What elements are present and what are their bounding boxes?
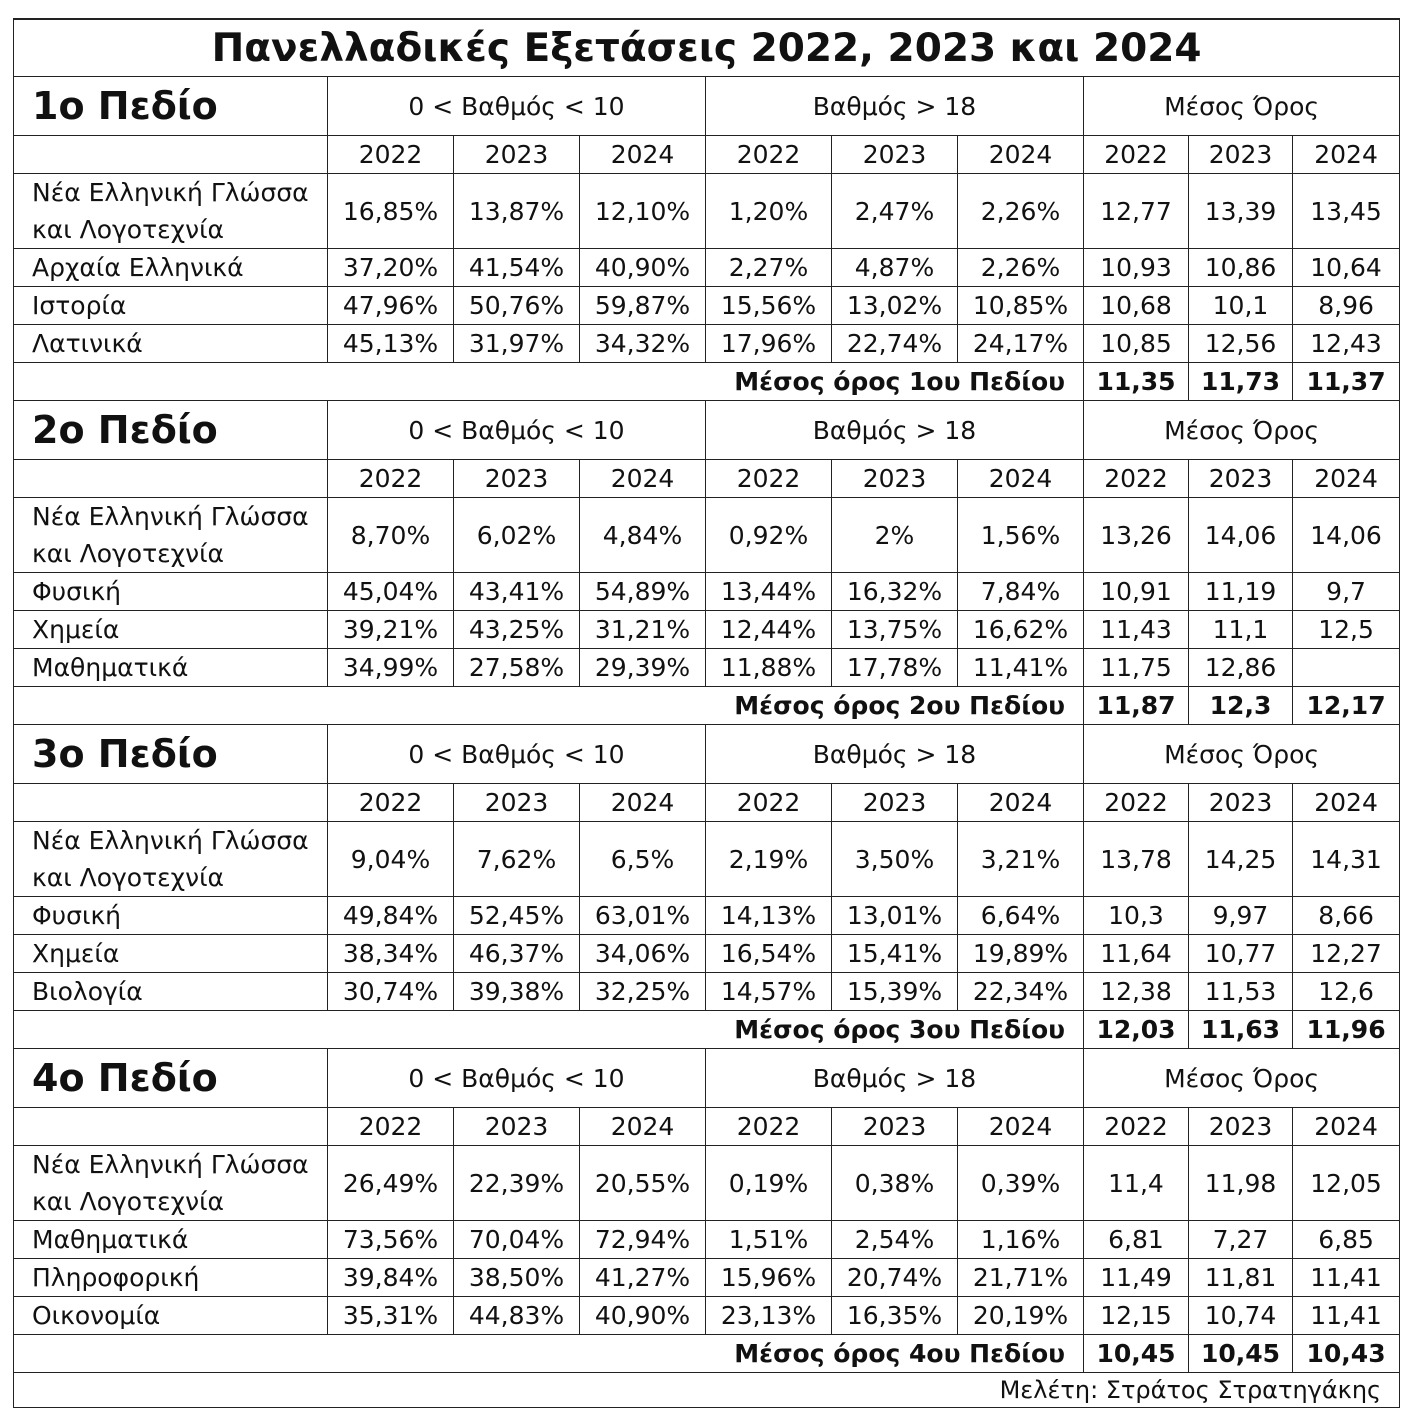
- above18-value-cell: 1,16%: [958, 1221, 1084, 1259]
- field-average-value: 12,3: [1189, 687, 1293, 725]
- field-average-row: [14, 1335, 1400, 1373]
- field-title: 2ο Πεδίο: [14, 401, 328, 460]
- mean-value-cell: 12,86: [1189, 649, 1293, 687]
- year-header-cell: 2024: [958, 1108, 1084, 1146]
- mean-value-cell: 12,5: [1293, 611, 1400, 649]
- below10-value-cell: 41,54%: [454, 249, 580, 287]
- subject-cell: Φυσική: [14, 897, 328, 935]
- below10-value-cell: 20,55%: [580, 1146, 706, 1221]
- footer-row: [14, 1373, 1400, 1408]
- mean-value-cell: 11,1: [1189, 611, 1293, 649]
- mean-value-cell: 14,31: [1293, 822, 1400, 897]
- below10-value-cell: 54,89%: [580, 573, 706, 611]
- year-header-cell: 2023: [832, 1108, 958, 1146]
- year-header-cell: 2022: [328, 1108, 454, 1146]
- field-average-value: 10,45: [1084, 1335, 1189, 1373]
- year-header-cell: 2022: [1084, 136, 1189, 174]
- below10-value-cell: 50,76%: [454, 287, 580, 325]
- year-blank-cell: [14, 784, 328, 822]
- table-row: [14, 973, 1400, 1011]
- field-average-label: Μέσος όρος 3ου Πεδίου: [14, 1011, 1084, 1049]
- below10-value-cell: 63,01%: [580, 897, 706, 935]
- below10-value-cell: 31,21%: [580, 611, 706, 649]
- field-average-label: Μέσος όρος 4ου Πεδίου: [14, 1335, 1084, 1373]
- subject-cell: Νέα Ελληνική Γλώσσα και Λογοτεχνία: [14, 822, 328, 897]
- mean-value-cell: 13,39: [1189, 174, 1293, 249]
- year-header-cell: 2022: [706, 136, 832, 174]
- above18-value-cell: 2,26%: [958, 249, 1084, 287]
- above18-value-cell: 20,74%: [832, 1259, 958, 1297]
- year-header-cell: 2022: [706, 784, 832, 822]
- below10-value-cell: 43,41%: [454, 573, 580, 611]
- above18-value-cell: 13,02%: [832, 287, 958, 325]
- subject-cell: Πληροφορική: [14, 1259, 328, 1297]
- above18-value-cell: 22,74%: [832, 325, 958, 363]
- year-header-cell: 2023: [454, 784, 580, 822]
- above18-value-cell: 2,27%: [706, 249, 832, 287]
- below10-value-cell: 6,02%: [454, 498, 580, 573]
- above18-value-cell: 3,21%: [958, 822, 1084, 897]
- mean-value-cell: 13,45: [1293, 174, 1400, 249]
- above18-value-cell: 0,38%: [832, 1146, 958, 1221]
- below10-value-cell: 45,04%: [328, 573, 454, 611]
- year-header-cell: 2024: [1293, 1108, 1400, 1146]
- year-header-cell: 2024: [958, 784, 1084, 822]
- author-credit: Μελέτη: Στράτος Στρατηγάκης: [14, 1373, 1400, 1408]
- mean-value-cell: 10,77: [1189, 935, 1293, 973]
- above18-value-cell: 0,39%: [958, 1146, 1084, 1221]
- results-table: [13, 18, 1400, 1408]
- above18-value-cell: 2,19%: [706, 822, 832, 897]
- year-header-cell: 2022: [1084, 460, 1189, 498]
- group-header-mean: Μέσος Όρος: [1084, 725, 1400, 784]
- subject-cell: Μαθηματικά: [14, 649, 328, 687]
- year-header-cell: 2022: [706, 1108, 832, 1146]
- mean-value-cell: 9,7: [1293, 573, 1400, 611]
- year-header-cell: 2024: [580, 784, 706, 822]
- below10-value-cell: 12,10%: [580, 174, 706, 249]
- above18-value-cell: 0,92%: [706, 498, 832, 573]
- year-header-cell: 2024: [1293, 460, 1400, 498]
- above18-value-cell: 2,26%: [958, 174, 1084, 249]
- above18-value-cell: 2%: [832, 498, 958, 573]
- above18-value-cell: 21,71%: [958, 1259, 1084, 1297]
- below10-value-cell: 59,87%: [580, 287, 706, 325]
- above18-value-cell: 11,41%: [958, 649, 1084, 687]
- subject-cell: Χημεία: [14, 611, 328, 649]
- field-average-value: 11,96: [1293, 1011, 1400, 1049]
- mean-value-cell: 10,91: [1084, 573, 1189, 611]
- field-average-value: 11,87: [1084, 687, 1189, 725]
- mean-value-cell: 11,43: [1084, 611, 1189, 649]
- table-row: [14, 1259, 1400, 1297]
- year-header-cell: 2023: [454, 1108, 580, 1146]
- year-header-cell: 2022: [328, 136, 454, 174]
- year-header-cell: 2022: [1084, 784, 1189, 822]
- field-average-value: 12,17: [1293, 687, 1400, 725]
- above18-value-cell: 12,44%: [706, 611, 832, 649]
- above18-value-cell: 7,84%: [958, 573, 1084, 611]
- subject-cell: Νέα Ελληνική Γλώσσα και Λογοτεχνία: [14, 1146, 328, 1221]
- below10-value-cell: 35,31%: [328, 1297, 454, 1335]
- mean-value-cell: 11,49: [1084, 1259, 1189, 1297]
- below10-value-cell: 7,62%: [454, 822, 580, 897]
- group-header-mean: Μέσος Όρος: [1084, 77, 1400, 136]
- table-row: [14, 1221, 1400, 1259]
- year-header-cell: 2023: [1189, 460, 1293, 498]
- mean-value-cell: 10,93: [1084, 249, 1189, 287]
- mean-value-cell: 12,77: [1084, 174, 1189, 249]
- below10-value-cell: 32,25%: [580, 973, 706, 1011]
- mean-value-cell: 13,26: [1084, 498, 1189, 573]
- below10-value-cell: 34,06%: [580, 935, 706, 973]
- table-row: [14, 611, 1400, 649]
- subject-cell: Μαθηματικά: [14, 1221, 328, 1259]
- subject-cell: Βιολογία: [14, 973, 328, 1011]
- mean-value-cell: 14,06: [1293, 498, 1400, 573]
- mean-value-cell: 11,41: [1293, 1297, 1400, 1335]
- above18-value-cell: 16,62%: [958, 611, 1084, 649]
- above18-value-cell: 13,44%: [706, 573, 832, 611]
- mean-value-cell: 11,4: [1084, 1146, 1189, 1221]
- years-row: [14, 784, 1400, 822]
- below10-value-cell: 40,90%: [580, 1297, 706, 1335]
- mean-value-cell: 11,75: [1084, 649, 1189, 687]
- field-average-row: [14, 1011, 1400, 1049]
- years-row: [14, 460, 1400, 498]
- above18-value-cell: 13,75%: [832, 611, 958, 649]
- above18-value-cell: 22,34%: [958, 973, 1084, 1011]
- year-header-cell: 2024: [1293, 136, 1400, 174]
- group-header-above-18: Βαθμός > 18: [706, 725, 1084, 784]
- year-blank-cell: [14, 460, 328, 498]
- below10-value-cell: 9,04%: [328, 822, 454, 897]
- field-title: 3ο Πεδίο: [14, 725, 328, 784]
- year-header-cell: 2022: [328, 784, 454, 822]
- below10-value-cell: 8,70%: [328, 498, 454, 573]
- mean-value-cell: 10,86: [1189, 249, 1293, 287]
- year-header-cell: 2022: [706, 460, 832, 498]
- mean-value-cell: 12,05: [1293, 1146, 1400, 1221]
- table-row: [14, 325, 1400, 363]
- above18-value-cell: 1,51%: [706, 1221, 832, 1259]
- table-row: [14, 573, 1400, 611]
- below10-value-cell: 49,84%: [328, 897, 454, 935]
- year-header-cell: 2023: [454, 460, 580, 498]
- above18-value-cell: 17,78%: [832, 649, 958, 687]
- below10-value-cell: 44,83%: [454, 1297, 580, 1335]
- below10-value-cell: 39,84%: [328, 1259, 454, 1297]
- mean-value-cell: 12,38: [1084, 973, 1189, 1011]
- year-header-cell: 2022: [1084, 1108, 1189, 1146]
- subject-cell: Χημεία: [14, 935, 328, 973]
- above18-value-cell: 1,20%: [706, 174, 832, 249]
- subject-cell: Νέα Ελληνική Γλώσσα και Λογοτεχνία: [14, 498, 328, 573]
- mean-value-cell: 10,64: [1293, 249, 1400, 287]
- below10-value-cell: 73,56%: [328, 1221, 454, 1259]
- mean-value-cell: 11,98: [1189, 1146, 1293, 1221]
- above18-value-cell: 15,56%: [706, 287, 832, 325]
- subject-cell: Λατινικά: [14, 325, 328, 363]
- field-average-value: 11,63: [1189, 1011, 1293, 1049]
- year-header-cell: 2023: [832, 784, 958, 822]
- below10-value-cell: 26,49%: [328, 1146, 454, 1221]
- mean-value-cell: [1293, 649, 1400, 687]
- below10-value-cell: 4,84%: [580, 498, 706, 573]
- above18-value-cell: 23,13%: [706, 1297, 832, 1335]
- below10-value-cell: 41,27%: [580, 1259, 706, 1297]
- mean-value-cell: 10,3: [1084, 897, 1189, 935]
- above18-value-cell: 1,56%: [958, 498, 1084, 573]
- above18-value-cell: 15,39%: [832, 973, 958, 1011]
- year-header-cell: 2024: [580, 1108, 706, 1146]
- field-average-value: 10,43: [1293, 1335, 1400, 1373]
- below10-value-cell: 38,50%: [454, 1259, 580, 1297]
- subject-cell: Αρχαία Ελληνικά: [14, 249, 328, 287]
- below10-value-cell: 39,21%: [328, 611, 454, 649]
- group-header-mean: Μέσος Όρος: [1084, 1049, 1400, 1108]
- below10-value-cell: 16,85%: [328, 174, 454, 249]
- year-header-cell: 2024: [958, 460, 1084, 498]
- below10-value-cell: 70,04%: [454, 1221, 580, 1259]
- table-row: [14, 249, 1400, 287]
- field-header-row: [14, 77, 1400, 136]
- below10-value-cell: 29,39%: [580, 649, 706, 687]
- field-average-value: 11,73: [1189, 363, 1293, 401]
- mean-value-cell: 12,56: [1189, 325, 1293, 363]
- field-average-label: Μέσος όρος 1ου Πεδίου: [14, 363, 1084, 401]
- year-header-cell: 2024: [580, 136, 706, 174]
- mean-value-cell: 7,27: [1189, 1221, 1293, 1259]
- mean-value-cell: 6,81: [1084, 1221, 1189, 1259]
- group-header-mean: Μέσος Όρος: [1084, 401, 1400, 460]
- years-row: [14, 1108, 1400, 1146]
- above18-value-cell: 19,89%: [958, 935, 1084, 973]
- mean-value-cell: 10,68: [1084, 287, 1189, 325]
- mean-value-cell: 11,64: [1084, 935, 1189, 973]
- year-header-cell: 2023: [1189, 784, 1293, 822]
- mean-value-cell: 10,85: [1084, 325, 1189, 363]
- group-header-above-18: Βαθμός > 18: [706, 1049, 1084, 1108]
- year-header-cell: 2022: [328, 460, 454, 498]
- below10-value-cell: 13,87%: [454, 174, 580, 249]
- year-header-cell: 2024: [580, 460, 706, 498]
- years-row: [14, 136, 1400, 174]
- field-average-value: 11,37: [1293, 363, 1400, 401]
- mean-value-cell: 12,6: [1293, 973, 1400, 1011]
- above18-value-cell: 16,35%: [832, 1297, 958, 1335]
- mean-value-cell: 14,06: [1189, 498, 1293, 573]
- year-header-cell: 2023: [832, 460, 958, 498]
- mean-value-cell: 11,81: [1189, 1259, 1293, 1297]
- above18-value-cell: 13,01%: [832, 897, 958, 935]
- below10-value-cell: 30,74%: [328, 973, 454, 1011]
- table-row: [14, 1146, 1400, 1221]
- mean-value-cell: 12,15: [1084, 1297, 1189, 1335]
- below10-value-cell: 40,90%: [580, 249, 706, 287]
- mean-value-cell: 12,43: [1293, 325, 1400, 363]
- field-average-label: Μέσος όρος 2ου Πεδίου: [14, 687, 1084, 725]
- below10-value-cell: 38,34%: [328, 935, 454, 973]
- mean-value-cell: 8,96: [1293, 287, 1400, 325]
- mean-value-cell: 10,74: [1189, 1297, 1293, 1335]
- above18-value-cell: 2,47%: [832, 174, 958, 249]
- mean-value-cell: 12,27: [1293, 935, 1400, 973]
- year-header-cell: 2024: [1293, 784, 1400, 822]
- mean-value-cell: 6,85: [1293, 1221, 1400, 1259]
- above18-value-cell: 4,87%: [832, 249, 958, 287]
- above18-value-cell: 16,54%: [706, 935, 832, 973]
- below10-value-cell: 72,94%: [580, 1221, 706, 1259]
- mean-value-cell: 11,41: [1293, 1259, 1400, 1297]
- above18-value-cell: 14,57%: [706, 973, 832, 1011]
- below10-value-cell: 37,20%: [328, 249, 454, 287]
- above18-value-cell: 14,13%: [706, 897, 832, 935]
- mean-value-cell: 9,97: [1189, 897, 1293, 935]
- field-average-row: [14, 363, 1400, 401]
- below10-value-cell: 46,37%: [454, 935, 580, 973]
- group-header-below-10: 0 < Βαθμός < 10: [328, 1049, 706, 1108]
- table-row: [14, 498, 1400, 573]
- field-header-row: [14, 725, 1400, 784]
- page-title: Πανελλαδικές Εξετάσεις 2022, 2023 και 2024: [14, 19, 1400, 77]
- field-title: 1ο Πεδίο: [14, 77, 328, 136]
- subject-cell: Οικονομία: [14, 1297, 328, 1335]
- below10-value-cell: 6,5%: [580, 822, 706, 897]
- below10-value-cell: 31,97%: [454, 325, 580, 363]
- table-row: [14, 174, 1400, 249]
- above18-value-cell: 17,96%: [706, 325, 832, 363]
- field-header-row: [14, 401, 1400, 460]
- mean-value-cell: 11,19: [1189, 573, 1293, 611]
- above18-value-cell: 0,19%: [706, 1146, 832, 1221]
- year-header-cell: 2024: [958, 136, 1084, 174]
- year-header-cell: 2023: [454, 136, 580, 174]
- field-title: 4ο Πεδίο: [14, 1049, 328, 1108]
- table-row: [14, 935, 1400, 973]
- below10-value-cell: 39,38%: [454, 973, 580, 1011]
- mean-value-cell: 14,25: [1189, 822, 1293, 897]
- field-average-value: 12,03: [1084, 1011, 1189, 1049]
- year-header-cell: 2023: [1189, 136, 1293, 174]
- field-average-value: 10,45: [1189, 1335, 1293, 1373]
- above18-value-cell: 10,85%: [958, 287, 1084, 325]
- below10-value-cell: 34,32%: [580, 325, 706, 363]
- group-header-below-10: 0 < Βαθμός < 10: [328, 401, 706, 460]
- below10-value-cell: 43,25%: [454, 611, 580, 649]
- subject-cell: Φυσική: [14, 573, 328, 611]
- above18-value-cell: 11,88%: [706, 649, 832, 687]
- year-header-cell: 2023: [1189, 1108, 1293, 1146]
- year-blank-cell: [14, 1108, 328, 1146]
- above18-value-cell: 20,19%: [958, 1297, 1084, 1335]
- table-row: [14, 287, 1400, 325]
- below10-value-cell: 45,13%: [328, 325, 454, 363]
- field-average-row: [14, 687, 1400, 725]
- above18-value-cell: 15,96%: [706, 1259, 832, 1297]
- above18-value-cell: 6,64%: [958, 897, 1084, 935]
- above18-value-cell: 2,54%: [832, 1221, 958, 1259]
- table-row: [14, 897, 1400, 935]
- below10-value-cell: 27,58%: [454, 649, 580, 687]
- mean-value-cell: 13,78: [1084, 822, 1189, 897]
- group-header-below-10: 0 < Βαθμός < 10: [328, 77, 706, 136]
- below10-value-cell: 47,96%: [328, 287, 454, 325]
- field-average-value: 11,35: [1084, 363, 1189, 401]
- above18-value-cell: 15,41%: [832, 935, 958, 973]
- field-header-row: [14, 1049, 1400, 1108]
- table-row: [14, 822, 1400, 897]
- subject-cell: Νέα Ελληνική Γλώσσα και Λογοτεχνία: [14, 174, 328, 249]
- below10-value-cell: 52,45%: [454, 897, 580, 935]
- group-header-above-18: Βαθμός > 18: [706, 77, 1084, 136]
- group-header-below-10: 0 < Βαθμός < 10: [328, 725, 706, 784]
- above18-value-cell: 16,32%: [832, 573, 958, 611]
- mean-value-cell: 11,53: [1189, 973, 1293, 1011]
- below10-value-cell: 34,99%: [328, 649, 454, 687]
- mean-value-cell: 10,1: [1189, 287, 1293, 325]
- below10-value-cell: 22,39%: [454, 1146, 580, 1221]
- subject-cell: Ιστορία: [14, 287, 328, 325]
- above18-value-cell: 24,17%: [958, 325, 1084, 363]
- group-header-above-18: Βαθμός > 18: [706, 401, 1084, 460]
- mean-value-cell: 8,66: [1293, 897, 1400, 935]
- table-row: [14, 649, 1400, 687]
- above18-value-cell: 3,50%: [832, 822, 958, 897]
- year-blank-cell: [14, 136, 328, 174]
- year-header-cell: 2023: [832, 136, 958, 174]
- table-row: [14, 1297, 1400, 1335]
